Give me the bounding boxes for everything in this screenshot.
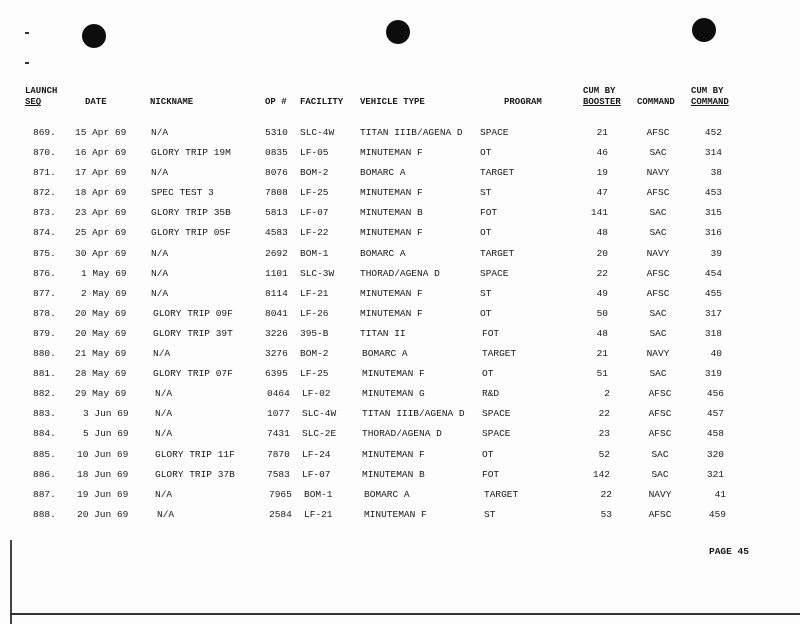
cell-nickname: GLORY TRIP 11F	[155, 448, 235, 460]
table-row	[0, 267, 800, 287]
cell-facility: LF-21	[304, 508, 333, 520]
header-cum-booster	[583, 86, 621, 108]
cell-program: SPACE	[480, 127, 509, 138]
cell-op: 7808	[265, 187, 288, 199]
cell-facility: SLC-4W	[302, 408, 337, 420]
header-op: OP #	[265, 97, 287, 107]
header-launch-seq	[25, 86, 57, 108]
cell-facility: BOM-2	[300, 167, 329, 179]
cell-date: 17 Apr 69	[75, 167, 127, 179]
cell-command: SAC	[651, 448, 669, 460]
cell-facility: SLC-4W	[300, 127, 335, 138]
cell-date: 28 May 69	[75, 368, 127, 380]
page-number: PAGE 45	[709, 546, 749, 557]
header-cum-command-line1: CUM BY	[691, 86, 724, 96]
cell-command: AFSC	[646, 187, 670, 199]
cell-vehicle: MINUTEMAN F	[360, 147, 423, 159]
cell-cum-booster: 53	[600, 508, 612, 520]
cell-seq: 877.	[33, 287, 56, 299]
cell-vehicle: BOMARC A	[360, 167, 406, 179]
table-row	[0, 508, 800, 528]
cell-cum-command: 454	[704, 267, 722, 279]
cell-seq: 875.	[33, 247, 56, 259]
cell-command: SAC	[649, 227, 667, 239]
cell-program: SPACE	[482, 408, 511, 420]
cell-seq: 882.	[33, 388, 56, 400]
table-row	[0, 468, 800, 488]
cell-command: AFSC	[648, 508, 672, 520]
table-row	[0, 448, 800, 468]
cell-command: AFSC	[646, 287, 670, 299]
scan-mark	[25, 32, 29, 34]
header-cum-booster-line2: BOOSTER	[583, 97, 621, 107]
cell-op: 5310	[265, 127, 288, 138]
cell-cum-booster: 22	[596, 267, 608, 279]
cell-nickname: SPEC TEST 3	[151, 187, 214, 199]
cell-cum-booster: 52	[598, 448, 610, 460]
header-vehicle-type: VEHICLE TYPE	[360, 97, 425, 107]
cell-seq: 874.	[33, 227, 56, 239]
cell-command: AFSC	[648, 408, 672, 420]
table-row	[0, 387, 800, 407]
cell-command: SAC	[649, 307, 667, 319]
cell-nickname: GLORY TRIP 37B	[155, 468, 235, 480]
cell-nickname: N/A	[155, 488, 173, 500]
cell-date: 19 Jun 69	[77, 488, 129, 500]
cell-cum-booster: 47	[596, 187, 608, 199]
cell-facility: BOM-1	[304, 488, 333, 500]
cell-cum-booster: 48	[596, 227, 608, 239]
cell-program: SPACE	[482, 428, 511, 440]
cell-program: SPACE	[480, 267, 509, 279]
cell-program: TARGET	[480, 247, 515, 259]
cell-nickname: N/A	[151, 127, 169, 138]
cell-op: 3276	[265, 348, 288, 360]
cell-cum-booster: 49	[596, 287, 608, 299]
cell-vehicle: MINUTEMAN F	[360, 187, 423, 199]
cell-op: 1077	[267, 408, 290, 420]
table-row	[0, 407, 800, 427]
cell-vehicle: MINUTEMAN F	[360, 307, 423, 319]
punch-hole-left	[82, 24, 106, 48]
cell-facility: LF-25	[300, 187, 329, 199]
cell-date: 10 Jun 69	[77, 448, 129, 460]
cell-command: NAVY	[646, 167, 670, 179]
cell-cum-booster: 22	[598, 408, 610, 420]
cell-seq: 880.	[33, 348, 56, 360]
cell-seq: 869.	[33, 127, 56, 138]
cell-date: 23 Apr 69	[75, 207, 127, 219]
cell-vehicle: MINUTEMAN F	[360, 227, 423, 239]
cell-facility: LF-21	[300, 287, 329, 299]
cell-op: 0464	[267, 388, 290, 400]
cell-facility: LF-22	[300, 227, 329, 239]
cell-op: 8041	[265, 307, 288, 319]
cell-command: SAC	[649, 147, 667, 159]
cell-command: SAC	[651, 468, 669, 480]
cell-seq: 878.	[33, 307, 56, 319]
cell-cum-command: 459	[708, 508, 726, 520]
punch-hole-center	[386, 20, 410, 44]
cell-op: 6395	[265, 368, 288, 380]
cell-program: TARGET	[484, 488, 519, 500]
table-row	[0, 206, 800, 226]
cell-facility: 395-B	[300, 327, 329, 339]
cell-date: 3 Jun 69	[83, 408, 129, 420]
cell-program: FOT	[480, 207, 498, 219]
cell-command: AFSC	[648, 388, 672, 400]
header-facility: FACILITY	[300, 97, 344, 107]
cell-cum-command: 452	[704, 127, 722, 138]
cell-op: 0835	[265, 147, 288, 159]
cell-facility: LF-05	[300, 147, 329, 159]
cell-program: FOT	[482, 327, 500, 339]
cell-cum-booster: 50	[596, 307, 608, 319]
cell-cum-command: 318	[704, 327, 722, 339]
header-command: COMMAND	[637, 97, 675, 107]
cell-cum-booster: 142	[592, 468, 610, 480]
punch-hole-right	[692, 18, 716, 42]
cell-vehicle: MINUTEMAN F	[360, 287, 423, 299]
cell-cum-booster: 51	[596, 368, 608, 380]
table-row	[0, 126, 800, 146]
cell-seq: 873.	[33, 207, 56, 219]
cell-date: 2 May 69	[81, 287, 127, 299]
cell-command: SAC	[649, 327, 667, 339]
cell-date: 18 Jun 69	[77, 468, 129, 480]
cell-cum-command: 457	[706, 408, 724, 420]
cell-nickname: GLORY TRIP 05F	[151, 227, 231, 239]
cell-nickname: N/A	[155, 388, 173, 400]
cell-date: 5 Jun 69	[83, 428, 129, 440]
cell-facility: LF-25	[300, 368, 329, 380]
cell-vehicle: MINUTEMAN G	[362, 388, 425, 400]
cell-command: NAVY	[648, 488, 672, 500]
cell-cum-booster: 23	[598, 428, 610, 440]
cell-op: 8076	[265, 167, 288, 179]
cell-seq: 876.	[33, 267, 56, 279]
cell-op: 7431	[267, 428, 290, 440]
cell-seq: 870.	[33, 147, 56, 159]
cell-program: OT	[480, 147, 492, 159]
cell-program: OT	[482, 368, 494, 380]
cell-facility: BOM-1	[300, 247, 329, 259]
cell-cum-booster: 141	[590, 207, 608, 219]
cell-nickname: N/A	[151, 247, 169, 259]
header-program: PROGRAM	[504, 97, 542, 107]
cell-cum-command: 453	[704, 187, 722, 199]
cell-date: 20 May 69	[75, 327, 127, 339]
cell-op: 2692	[265, 247, 288, 259]
cell-vehicle: MINUTEMAN F	[362, 368, 425, 380]
cell-nickname: GLORY TRIP 19M	[151, 147, 231, 159]
cell-cum-command: 319	[704, 368, 722, 380]
cell-seq: 887.	[33, 488, 56, 500]
cell-nickname: N/A	[155, 408, 173, 420]
table-row	[0, 367, 800, 387]
cell-nickname: GLORY TRIP 39T	[153, 327, 233, 339]
cell-nickname: N/A	[151, 287, 169, 299]
cell-command: SAC	[649, 207, 667, 219]
cell-cum-command: 39	[710, 247, 722, 259]
cell-op: 7965	[269, 488, 292, 500]
cell-date: 29 May 69	[75, 388, 127, 400]
cell-seq: 886.	[33, 468, 56, 480]
table-row	[0, 146, 800, 166]
cell-program: ST	[480, 187, 492, 199]
cell-date: 21 May 69	[75, 348, 127, 360]
table-row	[0, 307, 800, 327]
cell-nickname: GLORY TRIP 35B	[151, 207, 231, 219]
cell-seq: 881.	[33, 368, 56, 380]
header-cum-command	[691, 86, 729, 108]
header-cum-booster-line1: CUM BY	[583, 86, 616, 96]
table-row	[0, 287, 800, 307]
header-launch-seq-line1: LAUNCH	[25, 86, 58, 96]
cell-op: 4583	[265, 227, 288, 239]
launch-table-body	[0, 126, 800, 528]
table-row	[0, 226, 800, 246]
cell-seq: 879.	[33, 327, 56, 339]
cell-vehicle: THORAD/AGENA D	[360, 267, 440, 279]
cell-date: 20 May 69	[75, 307, 127, 319]
cell-vehicle: BOMARC A	[360, 247, 406, 259]
cell-date: 20 Jun 69	[77, 508, 129, 520]
cell-cum-command: 320	[706, 448, 724, 460]
cell-cum-command: 458	[706, 428, 724, 440]
page-edge-left	[10, 540, 12, 624]
cell-nickname: N/A	[155, 428, 173, 440]
header-cum-command-line2: COMMAND	[691, 97, 729, 107]
cell-vehicle: MINUTEMAN F	[362, 448, 425, 460]
cell-cum-booster: 46	[596, 147, 608, 159]
cell-seq: 884.	[33, 428, 56, 440]
cell-nickname: N/A	[153, 348, 171, 360]
cell-vehicle: TITAN IIIB/AGENA D	[362, 408, 465, 420]
cell-date: 25 Apr 69	[75, 227, 127, 239]
cell-vehicle: TITAN IIIB/AGENA D	[360, 127, 463, 138]
cell-vehicle: BOMARC A	[362, 348, 408, 360]
cell-program: OT	[480, 227, 492, 239]
cell-facility: BOM-2	[300, 348, 329, 360]
cell-cum-booster: 22	[600, 488, 612, 500]
cell-op: 5813	[265, 207, 288, 219]
cell-program: TARGET	[482, 348, 517, 360]
cell-command: AFSC	[648, 428, 672, 440]
cell-facility: LF-02	[302, 388, 331, 400]
cell-cum-command: 316	[704, 227, 722, 239]
header-nickname: NICKNAME	[150, 97, 194, 107]
cell-command: AFSC	[646, 127, 670, 138]
cell-cum-command: 321	[706, 468, 724, 480]
cell-cum-booster: 48	[596, 327, 608, 339]
cell-facility: SLC-3W	[300, 267, 335, 279]
cell-nickname: GLORY TRIP 09F	[153, 307, 233, 319]
cell-op: 2584	[269, 508, 292, 520]
table-row	[0, 166, 800, 186]
header-launch-seq-line2: SEQ	[25, 97, 42, 107]
cell-date: 18 Apr 69	[75, 187, 127, 199]
cell-cum-command: 315	[704, 207, 722, 219]
table-row	[0, 347, 800, 367]
cell-cum-command: 317	[704, 307, 722, 319]
cell-cum-command: 314	[704, 147, 722, 159]
cell-command: AFSC	[646, 267, 670, 279]
cell-vehicle: THORAD/AGENA D	[362, 428, 442, 440]
cell-facility: SLC-2E	[302, 428, 337, 440]
cell-nickname: N/A	[157, 508, 175, 520]
cell-facility: LF-24	[302, 448, 331, 460]
cell-cum-booster: 19	[596, 167, 608, 179]
cell-op: 8114	[265, 287, 288, 299]
cell-cum-booster: 21	[596, 127, 608, 138]
cell-date: 15 Apr 69	[75, 127, 127, 138]
scan-mark	[25, 62, 29, 64]
table-row	[0, 247, 800, 267]
cell-nickname: N/A	[151, 267, 169, 279]
cell-cum-booster: 21	[596, 348, 608, 360]
cell-command: NAVY	[646, 348, 670, 360]
cell-cum-command: 38	[710, 167, 722, 179]
cell-cum-booster: 20	[596, 247, 608, 259]
cell-date: 30 Apr 69	[75, 247, 127, 259]
cell-cum-command: 41	[714, 488, 726, 500]
cell-vehicle: BOMARC A	[364, 488, 410, 500]
cell-seq: 883.	[33, 408, 56, 420]
cell-cum-command: 40	[710, 348, 722, 360]
cell-op: 7870	[267, 448, 290, 460]
cell-op: 1101	[265, 267, 288, 279]
cell-cum-command: 456	[706, 388, 724, 400]
cell-vehicle: MINUTEMAN B	[362, 468, 425, 480]
cell-nickname: N/A	[151, 167, 169, 179]
cell-vehicle: MINUTEMAN F	[364, 508, 427, 520]
cell-op: 3226	[265, 327, 288, 339]
header-date: DATE	[85, 97, 107, 107]
cell-seq: 871.	[33, 167, 56, 179]
cell-facility: LF-07	[302, 468, 331, 480]
cell-program: ST	[484, 508, 496, 520]
table-row	[0, 186, 800, 206]
cell-facility: LF-07	[300, 207, 329, 219]
cell-seq: 872.	[33, 187, 56, 199]
cell-seq: 888.	[33, 508, 56, 520]
cell-command: SAC	[649, 368, 667, 380]
cell-program: FOT	[482, 468, 500, 480]
cell-date: 1 May 69	[81, 267, 127, 279]
cell-cum-booster: 2	[604, 388, 610, 400]
cell-op: 7583	[267, 468, 290, 480]
cell-seq: 885.	[33, 448, 56, 460]
table-row	[0, 427, 800, 447]
cell-command: NAVY	[646, 247, 670, 259]
cell-program: OT	[482, 448, 494, 460]
table-row	[0, 327, 800, 347]
cell-vehicle: TITAN II	[360, 327, 406, 339]
cell-program: TARGET	[480, 167, 515, 179]
cell-program: OT	[480, 307, 492, 319]
cell-vehicle: MINUTEMAN B	[360, 207, 423, 219]
cell-nickname: GLORY TRIP 07F	[153, 368, 233, 380]
cell-cum-command: 455	[704, 287, 722, 299]
cell-facility: LF-26	[300, 307, 329, 319]
cell-program: R&D	[482, 388, 500, 400]
cell-date: 16 Apr 69	[75, 147, 127, 159]
table-row	[0, 488, 800, 508]
cell-program: ST	[480, 287, 492, 299]
page-edge-bottom	[10, 613, 800, 615]
